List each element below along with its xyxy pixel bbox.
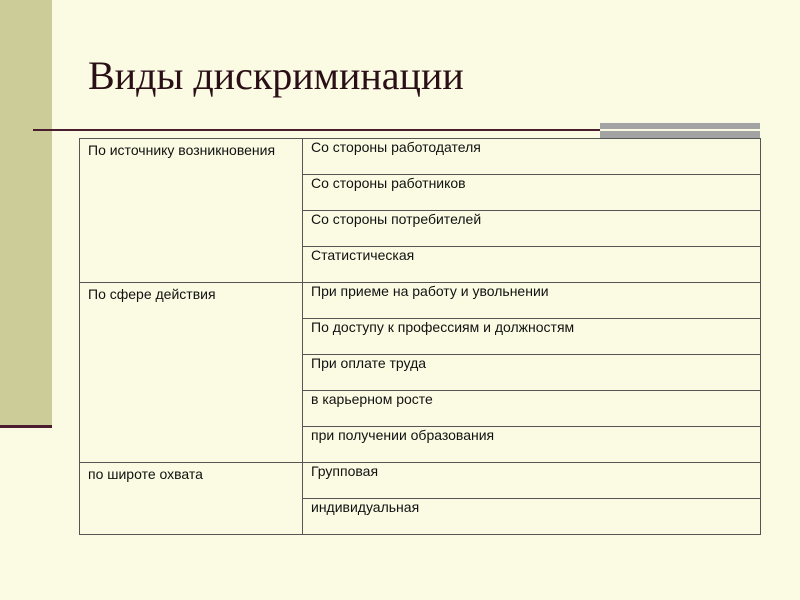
category-cell: По источнику возникновения: [80, 139, 303, 283]
item-cell: Со стороны работников: [303, 175, 761, 211]
item-cell: Групповая: [303, 463, 761, 499]
item-cell: в карьерном росте: [303, 391, 761, 427]
item-cell: Со стороны потребителей: [303, 211, 761, 247]
table-row: [80, 463, 761, 499]
left-accent-underline: [0, 425, 52, 428]
item-cell: индивидуальная: [303, 499, 761, 535]
category-cell: по широте охвата: [80, 463, 303, 535]
divider-accent-block: [600, 123, 760, 139]
left-accent-bar: [0, 0, 52, 425]
item-cell: При оплате труда: [303, 355, 761, 391]
table-row: [80, 283, 761, 319]
table-row: [80, 139, 761, 175]
item-cell: при получении образования: [303, 427, 761, 463]
slide-title: Виды дискриминации: [88, 53, 464, 98]
item-cell: Со стороны работодателя: [303, 139, 761, 175]
divider-accent-stripe: [600, 129, 760, 131]
category-cell: По сфере действия: [80, 283, 303, 463]
item-cell: При приеме на работу и увольнении: [303, 283, 761, 319]
item-cell: По доступу к профессиям и должностям: [303, 319, 761, 355]
item-cell: Статистическая: [303, 247, 761, 283]
discrimination-types-table: [79, 138, 761, 535]
